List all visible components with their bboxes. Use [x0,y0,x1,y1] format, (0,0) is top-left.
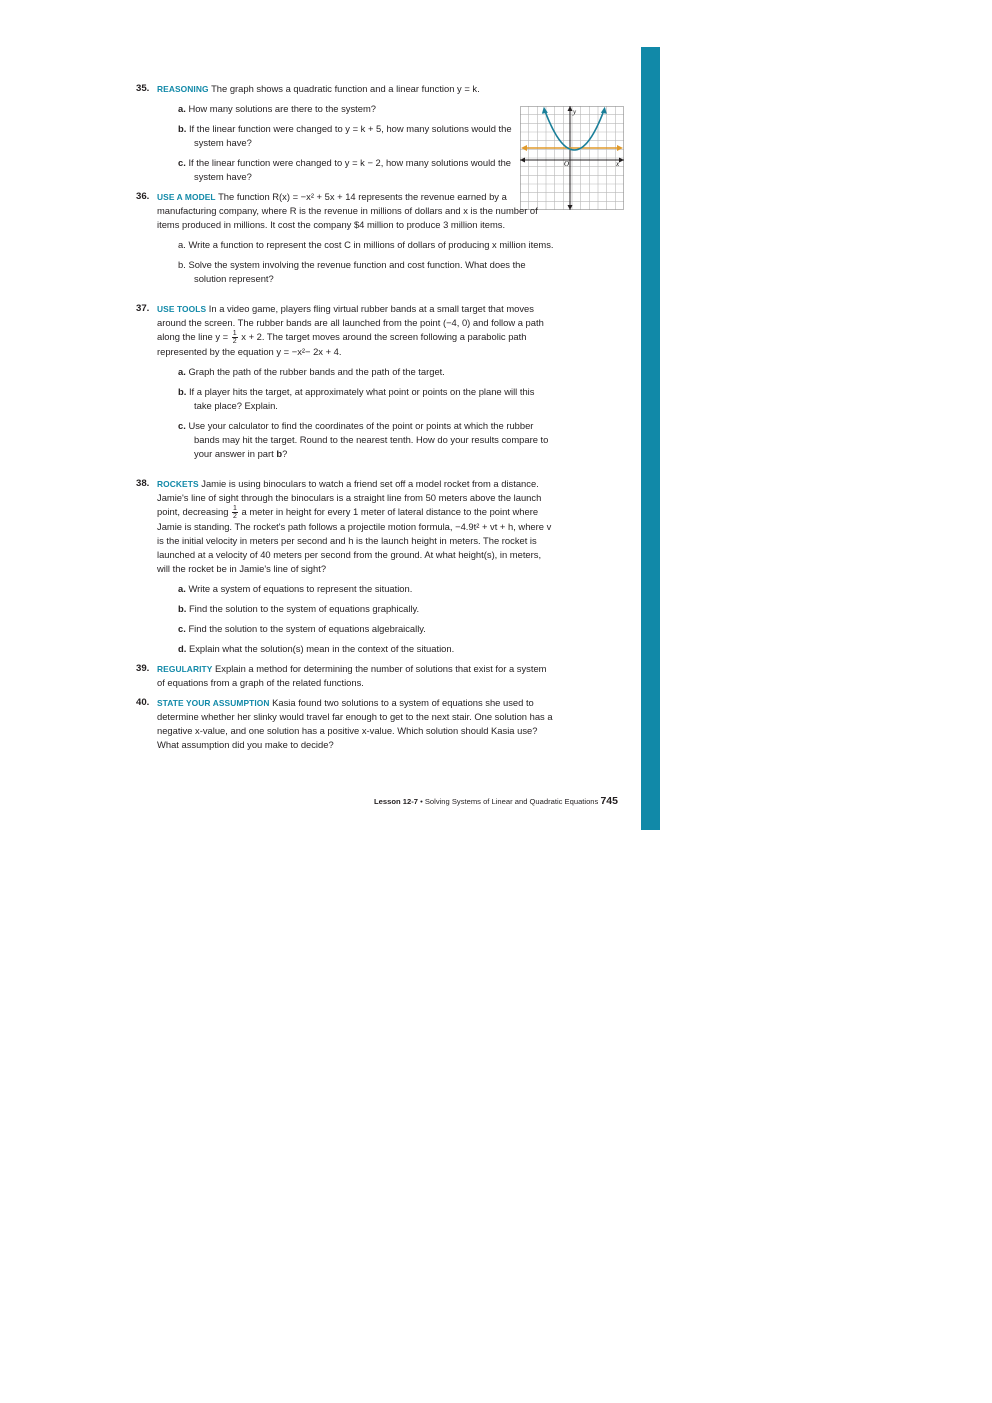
y-axis-label: y [573,108,577,116]
footer-title: Solving Systems of Linear and Quadratic Equations [424,797,599,806]
problem-stem: The graph shows a quadratic function and a linear function y = k. [211,83,480,94]
parabola-arrow-right [601,107,607,114]
problem-38 [136,477,554,656]
part-a: a. Write a system of equations to represent the situation. [178,583,413,595]
part-a: a. How many solutions are there to the system? [178,103,377,114]
page-footer [336,795,618,807]
problem-stem: In a video game, players fling virtual rubber bands at a small target that moves around the screen. The rubber bands are all launched from the point (−4, 0) and follow a path along the line y = [157,303,544,342]
fraction: $\frac{1}{2}$ [233,505,237,521]
problem-number: 36. [136,191,150,202]
problem-stem: Explain a method for determining the number of solutions that exist for a system of equations from a graph of the related functions. [157,663,547,689]
problem-40 [136,696,554,752]
part-b: b. Find the solution to the system of equations graphically. [178,603,420,615]
part-a: a. Write a function to represent the cost C in millions of dollars of producing x million items. [178,239,554,250]
part-a: a. Graph the path of the rubber bands and the path of the target. [178,366,445,378]
problem-35 [136,82,554,184]
problem-tag: USE TOOLS [157,304,207,314]
problem-number: 37. [136,303,150,314]
problem-number: 35. [136,83,150,94]
footer-lesson: Lesson 12-7 [374,797,418,806]
problem-stem-cont: x + 2. The target moves around the screen following a parabolic path represented by the equation y = −x²− 2x + 4. [157,331,527,358]
chapter-side-bar [641,47,660,830]
problem-37 [136,302,554,461]
problem-number: 39. [136,663,150,675]
problem-number: 40. [136,697,150,709]
problem-tag: REGULARITY [157,664,213,675]
part-b: b. If the linear function were changed to y = k + 5, how many solutions would the system have? [178,123,512,148]
linear-arrow-right [617,145,623,151]
problem-39 [136,662,554,690]
exercise-column [136,82,554,758]
problem-stem: Kasia found two solutions to a system of equations she used to determine whether her slinky would travel far enough to get to the next stair. One solution has a negative x-value, and one solution has a positive x-value. Which solution should Kasia use? What assumption did you make to decide? [157,697,553,751]
origin-label: O [564,160,570,168]
problem-stem: Jamie is using binoculars to watch a friend set off a model rocket from a distance. Jamie's line of sight through the binoculars is a straight line from 50 meters above the launch point, decreasing [157,478,542,518]
problem-tag: USE A MODEL [157,192,216,202]
footer-separator: • [417,797,425,806]
part-b: b. Solve the system involving the revenue function and cost function. What does the solution represent? [178,259,526,284]
problem-tag: ROCKETS [157,479,199,490]
part-c: c. If the linear function were changed to y = k − 2, how many solutions would the system have? [178,157,512,182]
problem-stem: The function R(x) = −x² + 5x + 14 represents the revenue earned by a manufacturing company, where R is the revenue in millions of dollars and x is the number of items produced in millions. It cost the company $4 million to produce 3 million items. [157,191,538,230]
problem-tag: REASONING [157,84,209,94]
problem-number: 38. [136,478,150,490]
fraction: $\frac{1}{2}$ [232,330,237,346]
part-c: c. Use your calculator to find the coordinates of the point or points at which the rubber bands may hit the target. Round to the nearest tenth. How do your results compare to your answer in part b? [178,420,549,460]
part-c: c. Find the solution to the system of equations algebraically. [178,623,426,635]
page-number: 745 [600,795,618,807]
part-d: d. Explain what the solution(s) mean in the context of the situation. [178,643,455,655]
part-b: b. If a player hits the target, at approximately what point or points on the plane will this take place? Explain. [178,386,535,412]
problem-tag: STATE YOUR ASSUMPTION [157,698,270,709]
problem-stem-cont: a meter in height for every 1 meter of lateral distance to the point where Jamie is standing. The rocket's path follows a projectile motion formula, −4.9t² + vt + h, where v is the initial velocity in meters per second and h is the launch height in meters. The rocket is launched at a velocity of 40 meters per second from the ground. At what height(s), in meters, will the rocket be in Jamie's line of sight? [157,506,552,575]
x-axis-label: x [616,160,620,168]
problem-36 [136,190,554,286]
